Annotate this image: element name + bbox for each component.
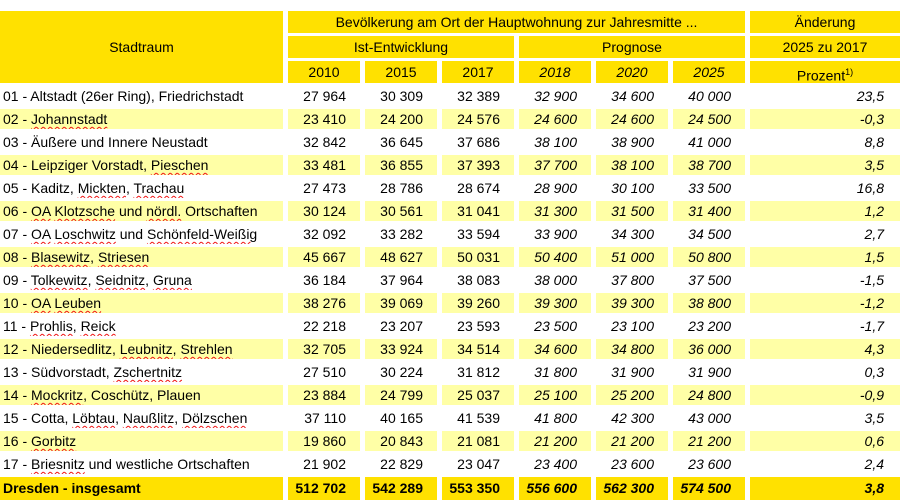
district-label: 14 - Mockritz, Coschütz, Plauen <box>0 385 283 405</box>
percent-cell: 4,3 <box>750 339 900 359</box>
value-cell-ist: 33 481 <box>288 155 360 175</box>
district-label: 05 - Kaditz, Mickten, Trachau <box>3 180 185 196</box>
misspelled-word: Loschwitz <box>54 226 116 242</box>
misspelled-word: Seidnitz <box>95 272 146 288</box>
value-cell-ist: 21 081 <box>442 431 514 451</box>
value-cell-prognose: 41 000 <box>688 134 731 150</box>
value-cell-ist: 33 924 <box>365 339 437 359</box>
value-cell-prognose: 21 200 <box>519 431 591 451</box>
value-cell-ist: 31 041 <box>442 201 514 221</box>
district-label: 04 - Leipziger Vorstadt, Pieschen <box>0 155 283 175</box>
value-cell-prognose: 23 500 <box>534 318 577 334</box>
value-cell-ist: 27 510 <box>303 364 346 380</box>
header-prognose: Prognose <box>519 36 745 58</box>
percent-cell: 3,5 <box>864 410 884 426</box>
district-label: 06 - OA Klotzsche und nördl. Ortschaften <box>0 201 283 221</box>
value-cell-prognose: 37 700 <box>519 155 591 175</box>
total-value-cell: 553 350 <box>442 477 514 500</box>
misspelled-word: Prohlis <box>29 318 73 334</box>
percent-cell: -0,3 <box>750 109 900 129</box>
header-year-2020: 2020 <box>596 61 668 83</box>
misspelled-word: Striesen <box>97 249 150 265</box>
value-cell-prognose: 23 200 <box>688 318 731 334</box>
misspelled-word: Gorbitz <box>31 433 77 449</box>
value-cell-prognose: 24 500 <box>673 109 745 129</box>
value-cell-prognose: 23 100 <box>611 318 654 334</box>
header-bevoelkerung: Bevölkerung am Ort der Hauptwohnung zur Jahresmitte ... <box>288 11 745 33</box>
misspelled-word: Pieschen <box>150 157 209 173</box>
value-cell-ist: 33 594 <box>457 226 500 242</box>
district-label: 15 - Cotta, Löbtau, Naußlitz, Dölzschen <box>3 410 248 426</box>
district-label: 09 - Tolkewitz, Seidnitz, Gruna <box>3 272 192 288</box>
value-cell-prognose: 23 400 <box>534 456 577 472</box>
percent-cell: 2,4 <box>864 456 884 472</box>
header-year-2018: 2018 <box>519 61 591 83</box>
value-cell-prognose: 33 900 <box>534 226 577 242</box>
value-cell-ist: 38 276 <box>288 293 360 313</box>
district-label: 03 - Äußere und Innere Neustadt <box>3 134 208 150</box>
district-label: 07 - OA Loschwitz und Schönfeld-Weißig <box>3 226 258 242</box>
value-cell-prognose: 21 200 <box>596 431 668 451</box>
value-cell-prognose: 38 000 <box>534 272 577 288</box>
value-cell-ist: 45 667 <box>288 247 360 267</box>
value-cell-prognose: 39 300 <box>596 293 668 313</box>
district-label: 11 - Prohlis, Reick <box>3 318 116 334</box>
misspelled-word: Reick <box>80 318 116 334</box>
district-label: 08 - Blasewitz, Striesen <box>0 247 283 267</box>
district-label: 16 - Gorbitz <box>0 431 283 451</box>
header-aenderung-unit <box>750 61 900 83</box>
value-cell-prognose: 51 000 <box>596 247 668 267</box>
value-cell-ist: 22 829 <box>380 456 423 472</box>
value-cell-prognose: 40 000 <box>688 88 731 104</box>
value-cell-prognose: 38 900 <box>611 134 654 150</box>
value-cell-prognose: 24 600 <box>596 109 668 129</box>
total-percent-cell: 3,8 <box>750 477 900 500</box>
value-cell-prognose: 36 000 <box>673 339 745 359</box>
total-value-cell: 556 600 <box>519 477 591 500</box>
value-cell-ist: 30 124 <box>288 201 360 221</box>
misspelled-word: Löbtau <box>72 410 116 426</box>
value-cell-ist: 37 686 <box>457 134 500 150</box>
value-cell-ist: 37 110 <box>304 410 346 426</box>
value-cell-ist: 23 884 <box>288 385 360 405</box>
value-cell-prognose: 34 600 <box>519 339 591 359</box>
value-cell-prognose: 50 400 <box>519 247 591 267</box>
value-cell-prognose: 34 500 <box>688 226 731 242</box>
misspelled-word: OA <box>31 203 51 219</box>
value-cell-ist: 40 165 <box>380 410 423 426</box>
value-cell-ist: 32 705 <box>288 339 360 359</box>
percent-cell: 23,5 <box>856 88 884 104</box>
value-cell-prognose: 25 200 <box>596 385 668 405</box>
misspelled-word: Mockritz <box>31 387 84 403</box>
value-cell-prognose: 39 300 <box>519 293 591 313</box>
value-cell-prognose: 31 500 <box>596 201 668 221</box>
percent-cell: -1,2 <box>750 293 900 313</box>
value-cell-prognose: 28 900 <box>534 180 577 196</box>
value-cell-prognose: 23 600 <box>611 456 654 472</box>
misspelled-word: Zschertnitz <box>113 364 182 380</box>
percent-cell: 1,2 <box>750 201 900 221</box>
value-cell-prognose: 31 900 <box>611 364 654 380</box>
value-cell-ist: 37 964 <box>380 272 423 288</box>
value-cell-ist: 24 576 <box>442 109 514 129</box>
value-cell-ist: 38 083 <box>457 272 500 288</box>
value-cell-ist: 37 393 <box>442 155 514 175</box>
misspelled-word: Naußlitz <box>122 410 175 426</box>
value-cell-ist: 41 539 <box>457 410 500 426</box>
value-cell-ist: 36 855 <box>365 155 437 175</box>
value-cell-prognose: 31 400 <box>673 201 745 221</box>
value-cell-prognose: 31 900 <box>688 364 731 380</box>
header-aenderung-period: 2025 zu 2017 <box>750 36 900 58</box>
value-cell-prognose: 21 200 <box>673 431 745 451</box>
value-cell-ist: 33 282 <box>380 226 423 242</box>
misspelled-word: OA <box>31 226 51 242</box>
value-cell-prognose: 38 100 <box>534 134 577 150</box>
percent-cell: 8,8 <box>864 134 884 150</box>
percent-cell: 0,6 <box>750 431 900 451</box>
value-cell-prognose: 43 000 <box>688 410 731 426</box>
value-cell-ist: 22 218 <box>303 318 346 334</box>
value-cell-prognose: 34 300 <box>611 226 654 242</box>
percent-cell: 1,5 <box>750 247 900 267</box>
misspelled-word: Strehlen <box>180 341 233 357</box>
value-cell-ist: 23 207 <box>380 318 423 334</box>
value-cell-prognose: 37 500 <box>688 272 731 288</box>
percent-unit-label: Prozent <box>796 67 846 83</box>
value-cell-ist: 23 047 <box>457 456 500 472</box>
total-value-cell: 562 300 <box>596 477 668 500</box>
percent-cell: 2,7 <box>864 226 884 242</box>
value-cell-ist: 23 593 <box>457 318 500 334</box>
population-table <box>0 11 900 500</box>
value-cell-ist: 28 674 <box>457 180 500 196</box>
value-cell-ist: 30 561 <box>365 201 437 221</box>
misspelled-word: Leubnitz <box>119 341 173 357</box>
value-cell-ist: 27 473 <box>303 180 346 196</box>
percent-cell: 16,8 <box>856 180 884 196</box>
total-value-cell: 542 289 <box>365 477 437 500</box>
value-cell-ist: 32 092 <box>303 226 346 242</box>
misspelled-word: OA <box>31 295 51 311</box>
footnote-marker: 1) <box>845 67 854 77</box>
misspelled-word: Briesnitz <box>31 456 85 472</box>
value-cell-prognose: 34 600 <box>611 88 654 104</box>
value-cell-ist: 20 843 <box>365 431 437 451</box>
header-ist-entwicklung: Ist-Entwicklung <box>288 36 514 58</box>
value-cell-prognose: 41 800 <box>534 410 577 426</box>
district-label: 10 - OA Leuben <box>0 293 283 313</box>
value-cell-ist: 24 200 <box>365 109 437 129</box>
header-year-2025: 2025 <box>673 61 745 83</box>
value-cell-prognose: 32 900 <box>534 88 577 104</box>
value-cell-ist: 32 842 <box>303 134 346 150</box>
value-cell-prognose: 42 300 <box>611 410 654 426</box>
misspelled-word: Mickten <box>77 180 126 196</box>
misspelled-word: Schönfeld-Weißig <box>146 226 258 242</box>
misspelled-word: Gruna <box>152 272 192 288</box>
value-cell-ist: 28 786 <box>380 180 423 196</box>
value-cell-ist: 48 627 <box>365 247 437 267</box>
value-cell-ist: 23 410 <box>288 109 360 129</box>
value-cell-ist: 39 069 <box>365 293 437 313</box>
percent-cell: 0,3 <box>864 364 884 380</box>
misspelled-word: Klotzsche <box>54 203 116 219</box>
value-cell-prognose: 50 800 <box>673 247 745 267</box>
value-cell-ist: 30 224 <box>380 364 423 380</box>
value-cell-prognose: 38 800 <box>673 293 745 313</box>
value-cell-ist: 36 645 <box>380 134 423 150</box>
header-stadtraum <box>0 11 283 83</box>
value-cell-ist: 24 799 <box>365 385 437 405</box>
total-value-cell: 512 702 <box>288 477 360 500</box>
value-cell-ist: 34 514 <box>442 339 514 359</box>
value-cell-ist: 21 902 <box>303 456 346 472</box>
misspelled-word: Leuben <box>54 295 102 311</box>
district-label: 13 - Südvorstadt, Zschertnitz <box>3 364 182 380</box>
percent-cell: 3,5 <box>750 155 900 175</box>
value-cell-ist: 30 309 <box>380 88 423 104</box>
misspelled-word: nördl. <box>146 203 182 219</box>
header-year-2010: 2010 <box>288 61 360 83</box>
value-cell-prognose: 38 100 <box>596 155 668 175</box>
misspelled-word: Trachau <box>133 180 185 196</box>
total-label: Dresden - insgesamt <box>0 477 283 500</box>
misspelled-word: Dölzschen <box>182 410 248 426</box>
value-cell-prognose: 31 800 <box>534 364 577 380</box>
percent-cell: -1,5 <box>859 272 884 288</box>
value-cell-prognose: 31 300 <box>519 201 591 221</box>
misspelled-word: Blasewitz <box>31 249 91 265</box>
value-cell-prognose: 24 600 <box>519 109 591 129</box>
value-cell-ist: 32 389 <box>457 88 500 104</box>
district-label: 17 - Briesnitz und westliche Ortschaften <box>3 456 250 472</box>
value-cell-ist: 50 031 <box>442 247 514 267</box>
header-year-2015: 2015 <box>365 61 437 83</box>
value-cell-prognose: 38 700 <box>673 155 745 175</box>
misspelled-word: Johannstadt <box>31 111 108 127</box>
header-stadtraum-label: Stadtraum <box>109 39 174 55</box>
value-cell-prognose: 37 800 <box>611 272 654 288</box>
district-label: 02 - Johannstadt <box>0 109 283 129</box>
value-cell-ist: 36 184 <box>303 272 346 288</box>
value-cell-prognose: 25 100 <box>519 385 591 405</box>
total-value-cell: 574 500 <box>673 477 745 500</box>
value-cell-ist: 25 037 <box>442 385 514 405</box>
district-label: 01 - Altstadt (26er Ring), Friedrichstadt <box>3 88 244 104</box>
percent-cell: -1,7 <box>859 318 884 334</box>
header-year-2017: 2017 <box>442 61 514 83</box>
value-cell-prognose: 34 800 <box>596 339 668 359</box>
value-cell-ist: 31 812 <box>457 364 500 380</box>
value-cell-prognose: 33 500 <box>688 180 731 196</box>
value-cell-ist: 27 964 <box>303 88 346 104</box>
percent-cell: -0,9 <box>750 385 900 405</box>
value-cell-prognose: 30 100 <box>611 180 654 196</box>
value-cell-ist: 19 860 <box>288 431 360 451</box>
header-aenderung: Änderung <box>750 11 900 33</box>
misspelled-word: Tolkewitz <box>30 272 88 288</box>
district-label: 12 - Niedersedlitz, Leubnitz, Strehlen <box>0 339 283 359</box>
value-cell-ist: 39 260 <box>442 293 514 313</box>
value-cell-prognose: 24 800 <box>673 385 745 405</box>
value-cell-prognose: 23 600 <box>688 456 731 472</box>
